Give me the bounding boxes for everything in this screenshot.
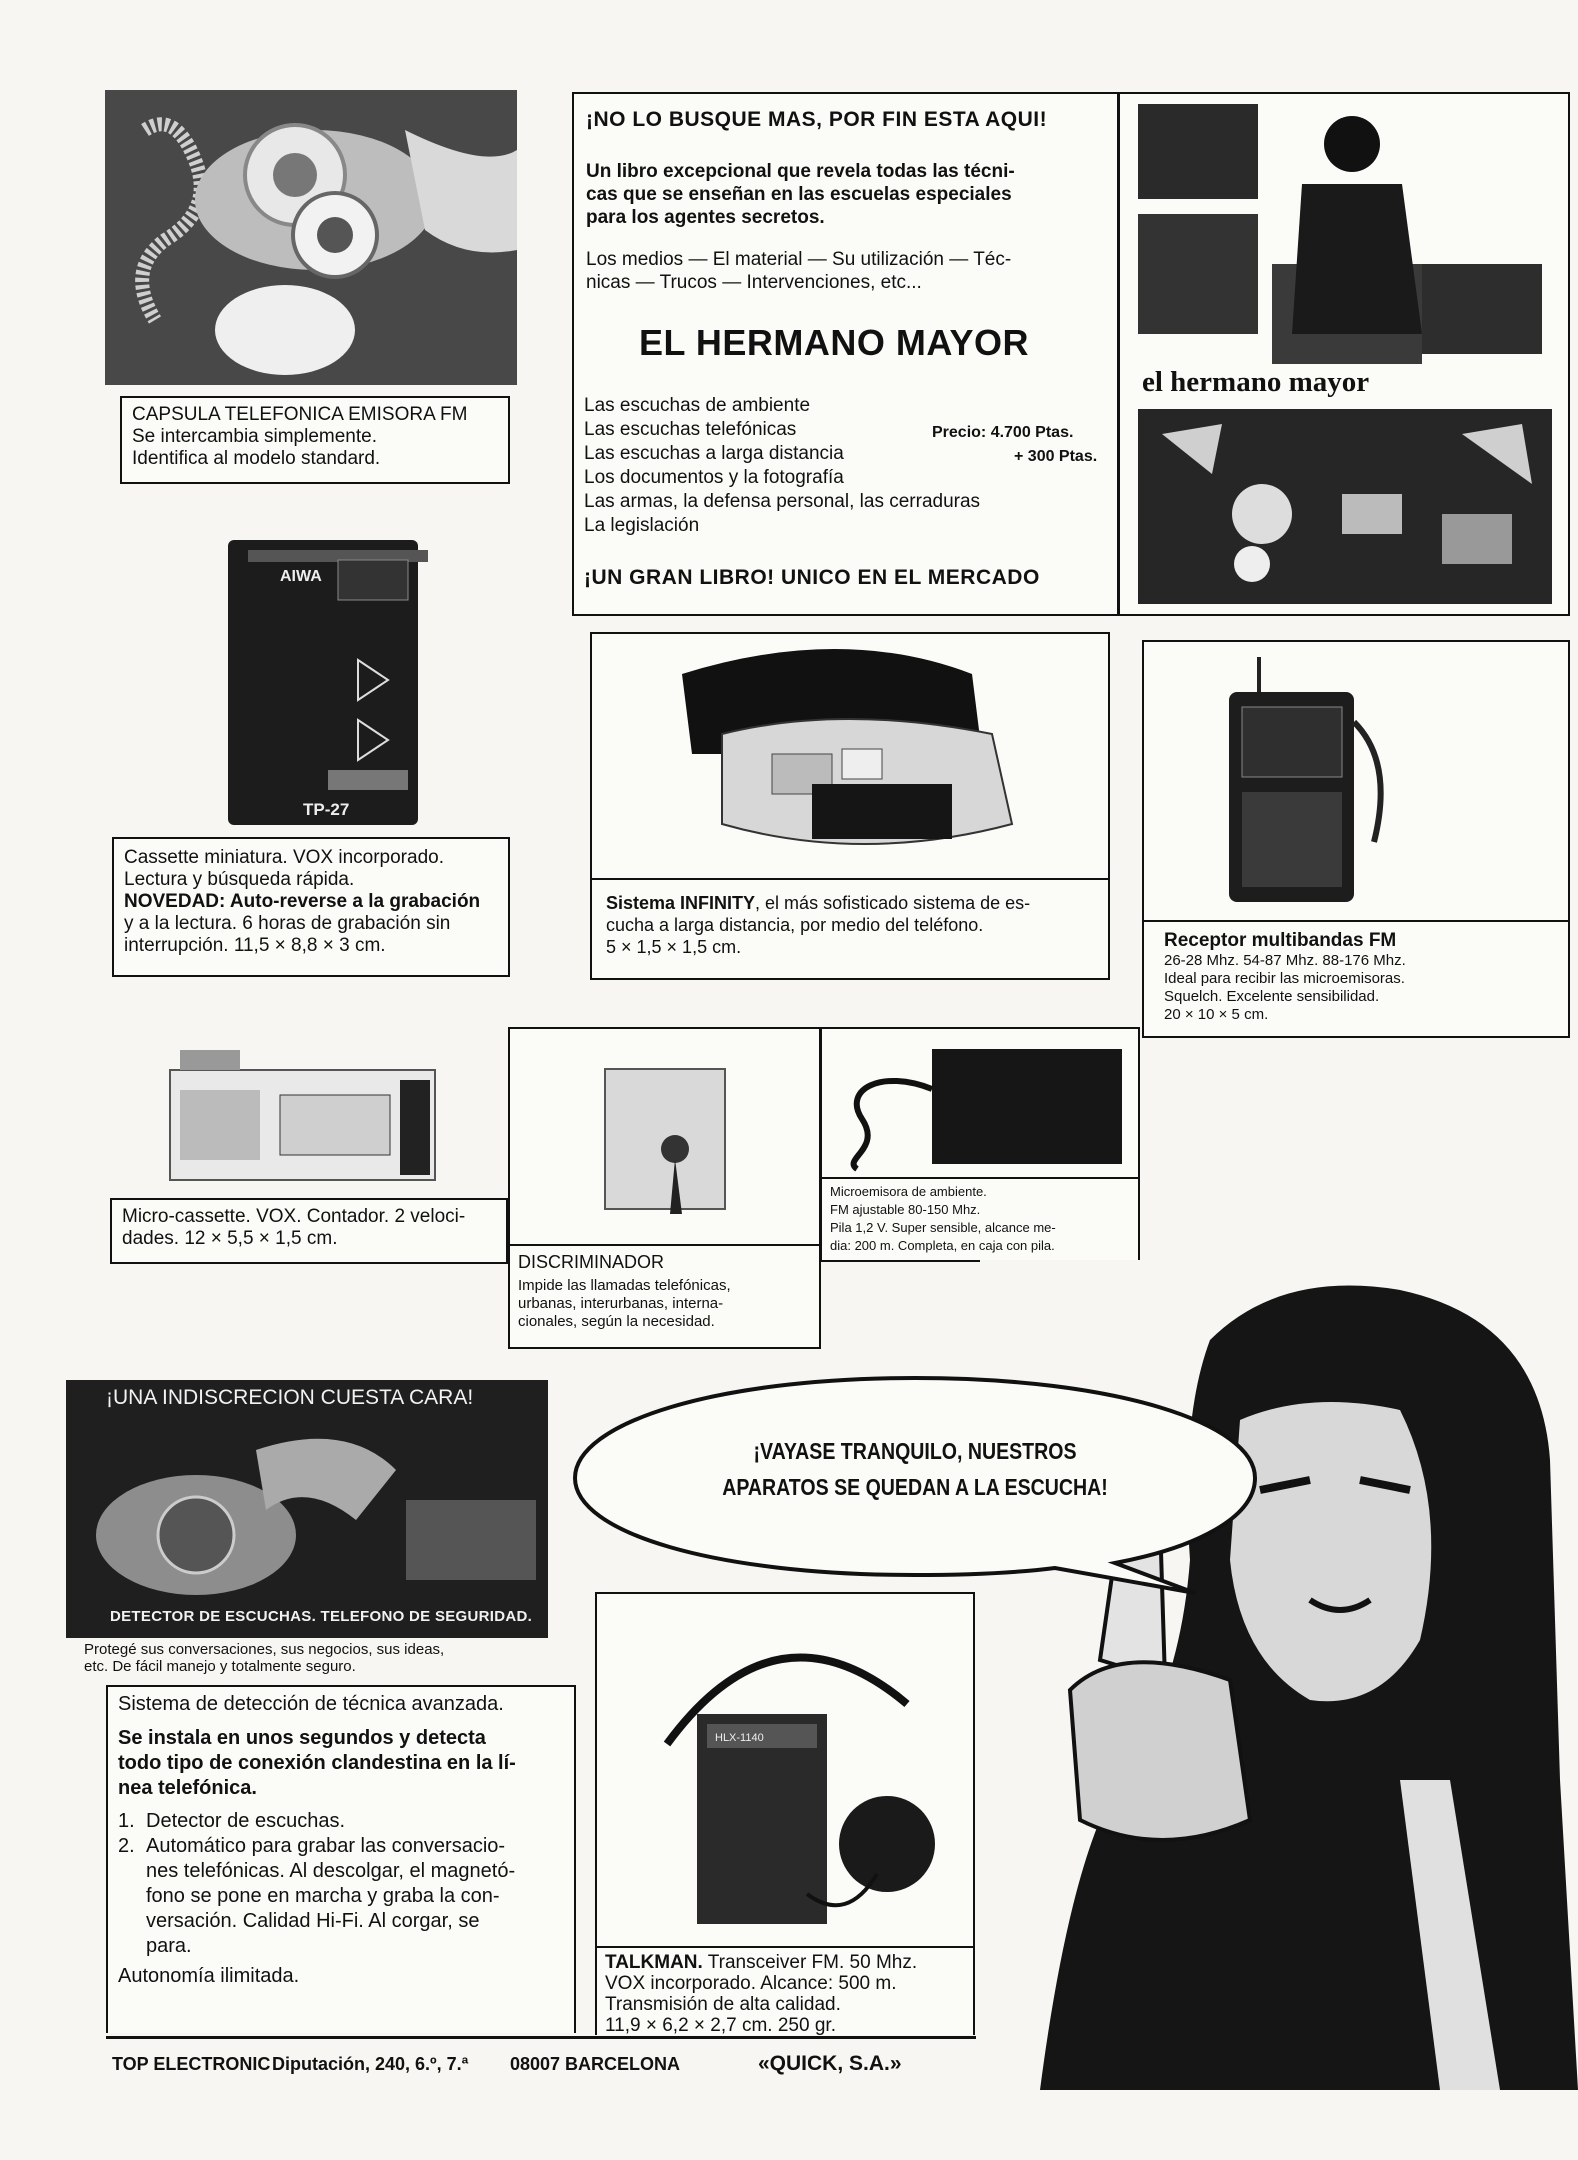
microemisora-caption <box>822 1177 1138 1259</box>
cassette-novedad: NOVEDAD: Auto-reverse a la grabación <box>124 891 481 912</box>
receptor-line1: 26-28 Mhz. 54-87 Mhz. 88-176 Mhz. <box>1164 952 1406 969</box>
detector-num-2: 2. <box>118 1835 135 1857</box>
footer-address: Diputación, 240, 6.º, 7.ª <box>272 2054 469 2074</box>
detector-strip: DETECTOR DE ESCUCHAS. TELEFONO DE SEGURIDAD. <box>110 1608 533 1625</box>
microcassette-line1: Micro-cassette. VOX. Contador. 2 veloci- <box>122 1206 466 1227</box>
detector-item-2b: nes telefónicas. Al descolgar, el magnetó- <box>146 1860 516 1882</box>
book-means-2: nicas — Trucos — Intervenciones, etc... <box>586 272 922 293</box>
discriminador-photo <box>510 1029 819 1244</box>
bubble-text <box>609 1433 1221 1505</box>
book-cover-title: el hermano mayor <box>1142 366 1370 398</box>
book-intro-1: Un libro excepcional que revela todas las técni- <box>586 161 1015 182</box>
cassette-line5: interrupción. 11,5 × 8,8 × 3 cm. <box>124 935 386 956</box>
receptor-frame <box>1142 640 1570 1038</box>
microemisora-frame <box>820 1027 1140 1262</box>
talkman-name: TALKMAN. <box>605 1952 703 1973</box>
book-intro <box>586 160 1015 229</box>
footer-quick: «QUICK, S.A.» <box>758 2052 902 2075</box>
bubble-line1: ¡VAYASE TRANQUILO, NUESTROS <box>753 1438 1077 1464</box>
infinity-line2: cucha a larga distancia, por medio del teléfono. <box>606 915 984 935</box>
book-means <box>586 248 1011 294</box>
book-headline: ¡NO LO BUSQUE MAS, POR FIN ESTA AQUI! <box>586 108 1048 131</box>
talkman-device-label: HLX-1140 <box>715 1732 764 1744</box>
detector-item-2a: Automático para grabar las conversacio- <box>146 1835 506 1857</box>
microcassette-line2: dades. 12 × 5,5 × 1,5 cm. <box>122 1228 338 1249</box>
book-item: Las escuchas de ambiente <box>584 395 811 416</box>
capsula-line1: CAPSULA TELEFONICA EMISORA FM <box>132 404 468 425</box>
capsula-line2: Se intercambia simplemente. <box>132 426 377 447</box>
footer-bar <box>112 2054 1012 2084</box>
speech-bubble <box>555 1368 1275 1598</box>
talkman-photo <box>597 1594 973 1946</box>
detector-bold1: Se instala en unos segundos y detecta <box>118 1727 486 1749</box>
receptor-caption <box>1144 920 1568 1032</box>
discriminador-line1: Impide las llamadas telefónicas, <box>518 1277 731 1294</box>
book-item: La legislación <box>584 515 700 536</box>
infinity-name: Sistema INFINITY <box>606 893 756 913</box>
microemisora-line3: Pila 1,2 V. Super sensible, alcance me- <box>830 1220 1056 1235</box>
discriminador-line2: urbanas, interurbanas, interna- <box>518 1295 724 1312</box>
discriminador-line3: cionales, según la necesidad. <box>518 1313 715 1330</box>
microcassette-photo <box>160 1040 450 1185</box>
detector-bold3: nea telefónica. <box>118 1777 257 1799</box>
book-items <box>584 394 980 538</box>
detector-item-1: Detector de escuchas. <box>146 1810 345 1832</box>
microemisora-line1: Microemisora de ambiente. <box>830 1184 987 1199</box>
cassette-line4: y a la lectura. 6 horas de grabación sin <box>124 913 451 934</box>
book-item: Las armas, la defensa personal, las cerraduras <box>584 491 981 512</box>
detector-autonomia: Autonomía ilimitada. <box>118 1965 300 1987</box>
detector-head: Sistema de detección de técnica avanzada. <box>118 1693 504 1715</box>
detector-item-2e: para. <box>146 1935 192 1957</box>
infinity-frame <box>590 632 1110 980</box>
book-item: Las escuchas a larga distancia <box>584 443 844 464</box>
receptor-line4: 20 × 10 × 5 cm. <box>1164 1006 1269 1023</box>
cassette-caption <box>112 837 510 977</box>
discriminador-caption <box>510 1244 819 1337</box>
infinity-caption <box>592 878 1108 970</box>
talkman-caption <box>597 1946 973 2040</box>
discriminador-frame <box>508 1027 821 1349</box>
capsula-caption <box>120 396 510 484</box>
book-price: Precio: 4.700 Ptas. <box>932 424 1074 441</box>
cassette-line2: Lectura y búsqueda rápida. <box>124 869 355 890</box>
detector-item-2c: fono se pone en marcha y graba la con- <box>146 1885 500 1907</box>
microemisora-photo <box>822 1029 1138 1177</box>
microemisora-line4: dia: 200 m. Completa, en caja con pila. <box>830 1238 1055 1253</box>
detector-banner: ¡UNA INDISCRECION CUESTA CARA! <box>106 1386 474 1409</box>
detector-bold2: todo tipo de conexión clandestina en la lí- <box>118 1752 516 1774</box>
aiwa-model: TP-27 <box>303 800 350 819</box>
talkman-line2: VOX incorporado. Alcance: 500 m. <box>605 1973 897 1994</box>
bubble-line2: APARATOS SE QUEDAN A LA ESCUCHA! <box>722 1474 1108 1500</box>
discriminador-title: DISCRIMINADOR <box>518 1252 665 1272</box>
capsula-photo <box>105 90 517 385</box>
microcassette-caption <box>110 1198 508 1264</box>
detector-description <box>106 1685 576 2033</box>
book-cover <box>1122 94 1568 614</box>
footer-company: TOP ELECTRONIC <box>112 2054 271 2074</box>
detector-sub2: etc. De fácil manejo y totalmente seguro. <box>84 1658 356 1675</box>
footer-city: 08007 BARCELONA <box>510 2054 681 2074</box>
aiwa-brand: AIWA <box>280 568 322 585</box>
infinity-line1: , el más sofisticado sistema de es- <box>755 893 1031 913</box>
infinity-line3: 5 × 1,5 × 1,5 cm. <box>606 937 742 957</box>
book-footer: ¡UN GRAN LIBRO! UNICO EN EL MERCADO <box>584 566 1040 589</box>
infinity-photo <box>592 634 1108 874</box>
detector-item-2d: versación. Calidad Hi-Fi. Al corgar, se <box>146 1910 480 1932</box>
detector-photo <box>66 1380 548 1638</box>
book-item: Los documentos y la fotografía <box>584 467 844 488</box>
detector-sub1: Protegé sus conversaciones, sus negocios, sus ideas, <box>84 1641 445 1658</box>
microemisora-line2: FM ajustable 80-150 Mhz. <box>830 1202 981 1217</box>
aiwa-recorder-photo <box>218 520 428 830</box>
book-intro-2: cas que se enseñan en las escuelas especiales <box>586 184 1012 205</box>
talkman-frame <box>595 1592 975 2035</box>
receptor-photo <box>1144 642 1568 920</box>
book-item: Las escuchas telefónicas <box>584 419 797 440</box>
detector-subtitle <box>84 1641 444 1675</box>
receptor-line2: Ideal para recibir las microemisoras. <box>1164 970 1405 987</box>
receptor-line3: Squelch. Excelente sensibilidad. <box>1164 988 1380 1005</box>
detector-num-1: 1. <box>118 1810 135 1832</box>
book-title: EL HERMANO MAYOR <box>639 322 1030 363</box>
capsula-line3: Identifica al modelo standard. <box>132 448 381 469</box>
book-text-panel <box>574 94 1120 614</box>
detector-list <box>118 1809 564 1959</box>
bottom-rule <box>106 2036 976 2039</box>
book-intro-3: para los agentes secretos. <box>586 207 825 228</box>
talkman-line3: Transmisión de alta calidad. <box>605 1994 841 2015</box>
talkman-line1: Transceiver FM. 50 Mhz. <box>702 1952 918 1973</box>
detector-bold <box>118 1726 564 1801</box>
book-price-extra: + 300 Ptas. <box>1014 448 1098 465</box>
receptor-title: Receptor multibandas FM <box>1164 930 1397 951</box>
book-ad-frame <box>572 92 1570 616</box>
cassette-line1: Cassette miniatura. VOX incorporado. <box>124 847 444 868</box>
book-means-1: Los medios — El material — Su utilización — Téc- <box>586 249 1012 270</box>
talkman-line4: 11,9 × 6,2 × 2,7 cm. 250 gr. <box>605 2015 836 2036</box>
